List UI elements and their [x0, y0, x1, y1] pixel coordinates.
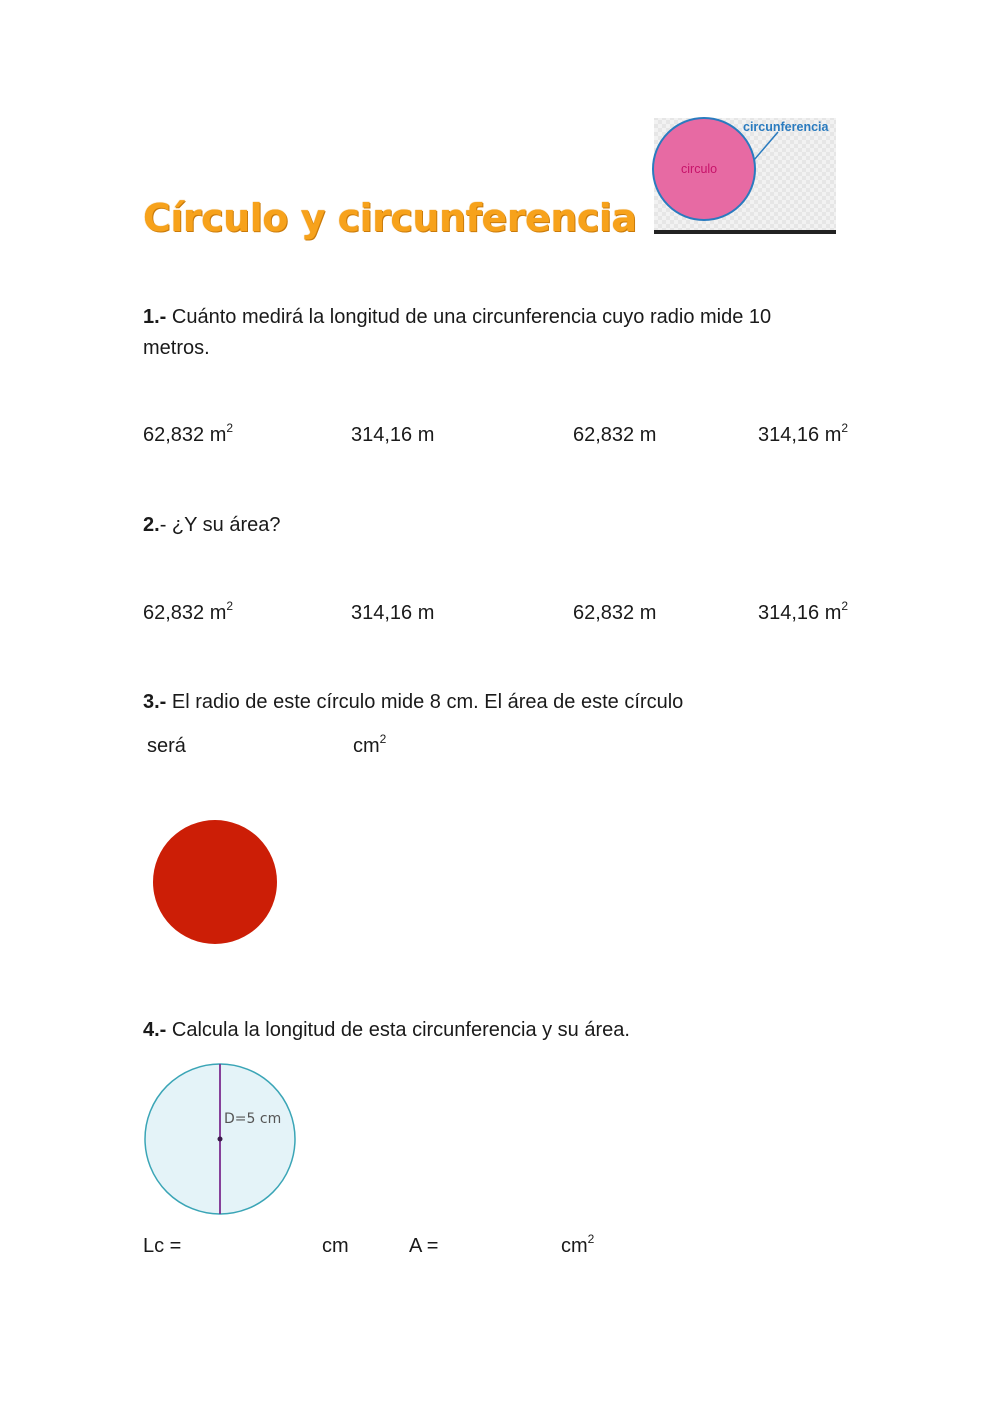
red-circle-shape	[153, 820, 277, 944]
lc-answer-field[interactable]	[190, 1231, 315, 1261]
lc-label: Lc =	[143, 1235, 182, 1257]
area-label: A =	[409, 1235, 439, 1257]
red-circle	[150, 818, 282, 950]
question-4-text: Calcula la longitud de esta circunferencia y su área.	[171, 1019, 630, 1041]
q1-option-4[interactable]: 314,16 $m^2$	[758, 421, 849, 446]
q1-option-1[interactable]: 62,832 $m^2$	[143, 421, 234, 446]
diagram-inner-label: circulo	[681, 162, 718, 176]
question-2-number: 2.	[143, 514, 160, 536]
question-1-text: Cuánto medirá la longitud de una circunferencia cuyo radio mide 10	[171, 306, 772, 328]
question-4	[143, 1015, 630, 1046]
lc-unit: cm	[322, 1235, 349, 1257]
q1-option-3[interactable]: 62,832 m	[573, 424, 657, 446]
question-3-answer-field[interactable]	[200, 731, 345, 761]
question-3-answer-prefix: será	[147, 735, 186, 757]
question-3	[143, 687, 683, 718]
question-1-number: 1.-	[143, 306, 167, 328]
circumference-diagram	[140, 1058, 302, 1220]
diagram-outer-label: circunferencia	[743, 120, 829, 134]
diameter-label: D=5 cm	[224, 1111, 282, 1127]
question-3-text: El radio de este círculo mide 8 cm. El área de este círculo	[171, 691, 684, 713]
q2-option-3[interactable]: 62,832 m	[573, 602, 657, 624]
question-2	[143, 510, 281, 541]
question-2-text: - ¿Y su área?	[159, 514, 281, 536]
question-3-number: 3.-	[143, 691, 167, 713]
q2-option-4[interactable]: 314,16 $m^2$	[758, 599, 849, 624]
circle-circumference-diagram	[650, 112, 842, 238]
q2-option-1[interactable]: 62,832 $m^2$	[143, 599, 234, 624]
page-title: Círculo y circunferencia	[143, 196, 637, 240]
question-1	[143, 302, 863, 364]
center-point	[218, 1137, 223, 1142]
question-4-number: 4.-	[143, 1019, 167, 1041]
area-answer-field[interactable]	[448, 1231, 554, 1261]
q2-option-2[interactable]: 314,16 m	[351, 602, 435, 624]
q1-option-2[interactable]: 314,16 m	[351, 424, 435, 446]
area-unit: $cm^2$	[561, 1232, 595, 1257]
question-1-text-cont: metros.	[143, 337, 210, 359]
diagram-baseline	[654, 230, 836, 234]
question-3-answer-unit: $cm^2$	[353, 732, 387, 757]
